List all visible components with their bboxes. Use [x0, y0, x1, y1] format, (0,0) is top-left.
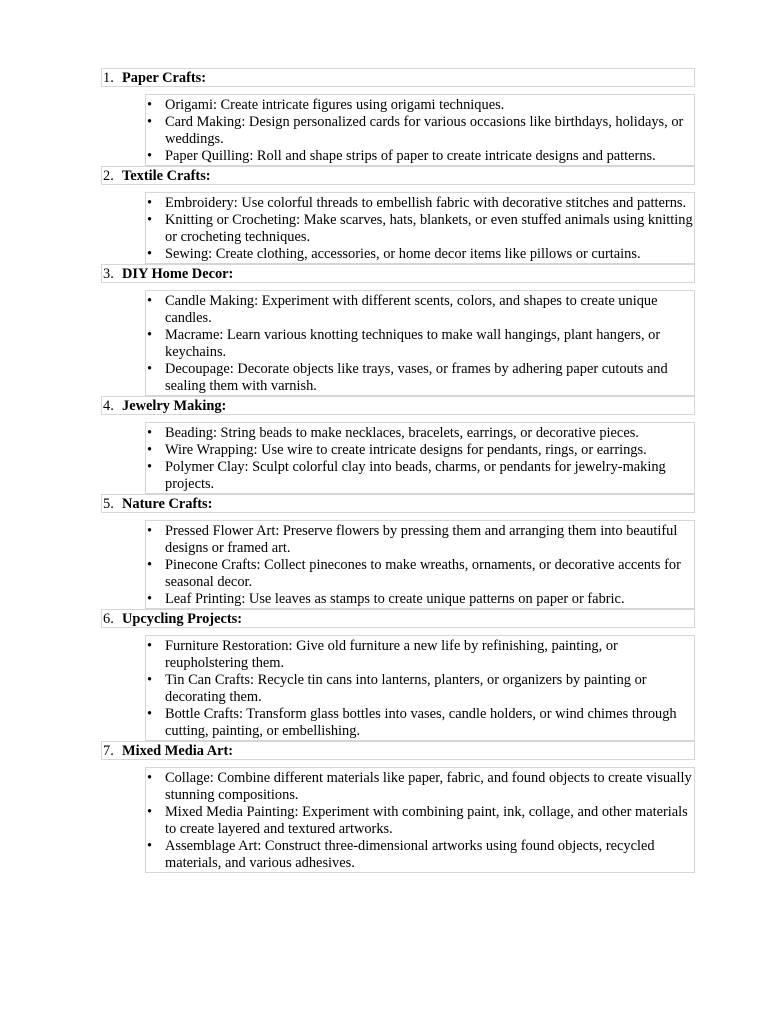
category-section [101, 741, 695, 873]
list-item [146, 638, 694, 672]
list-item [146, 804, 694, 838]
bullet-list [146, 638, 694, 740]
bullet-icon: • [147, 114, 153, 130]
category-number: 7. [103, 743, 114, 759]
list-item [146, 591, 694, 608]
list-item-text: Decoupage: Decorate objects like trays, vases, or frames by adhering paper cutouts and sealing them with varnish. [165, 361, 668, 394]
list-item [146, 706, 694, 740]
category-items-box [145, 767, 695, 873]
category-items-box [145, 422, 695, 494]
bullet-icon: • [147, 557, 153, 573]
bullet-list [146, 425, 694, 493]
bullet-list [146, 97, 694, 165]
category-title: Nature Crafts: [122, 496, 213, 512]
category-heading [101, 609, 695, 628]
list-item-text: Paper Quilling: Roll and shape strips of paper to create intricate designs and patterns. [165, 148, 656, 164]
list-item-text: Pinecone Crafts: Collect pinecones to make wreaths, ornaments, or decorative accents for seasonal decor. [165, 557, 681, 590]
bullet-icon: • [147, 246, 153, 262]
bullet-icon: • [147, 97, 153, 113]
category-number: 4. [103, 398, 114, 414]
list-item-text: Assemblage Art: Construct three-dimensional artworks using found objects, recycled materials, and various adhesives. [165, 838, 655, 871]
list-item-text: Embroidery: Use colorful threads to embellish fabric with decorative stitches and patterns. [165, 195, 687, 211]
category-number: 5. [103, 496, 114, 512]
list-item-text: Sewing: Create clothing, accessories, or home decor items like pillows or curtains. [165, 246, 641, 262]
category-items-box [145, 635, 695, 741]
category-number: 1. [103, 70, 114, 86]
list-item-text: Card Making: Design personalized cards for various occasions like birthdays, holidays, or weddings. [165, 114, 684, 147]
bullet-icon: • [147, 523, 153, 539]
list-item-text: Pressed Flower Art: Preserve flowers by pressing them and arranging them into beautiful designs or framed art. [165, 523, 678, 556]
list-item [146, 246, 694, 263]
list-item [146, 195, 694, 212]
list-item [146, 672, 694, 706]
list-item [146, 148, 694, 165]
list-item [146, 293, 694, 327]
category-section [101, 68, 695, 166]
category-items-box [145, 520, 695, 609]
bullet-list [146, 293, 694, 395]
category-title: Upcycling Projects: [122, 611, 243, 627]
list-item [146, 770, 694, 804]
category-heading [101, 741, 695, 760]
bullet-icon: • [147, 361, 153, 377]
list-item [146, 442, 694, 459]
category-title: DIY Home Decor: [122, 266, 234, 282]
category-title: Paper Crafts: [122, 70, 207, 86]
list-item [146, 212, 694, 246]
craft-categories-list [101, 68, 695, 873]
list-item [146, 838, 694, 872]
category-title: Jewelry Making: [122, 398, 227, 414]
category-title: Textile Crafts: [122, 168, 211, 184]
bullet-icon: • [147, 638, 153, 654]
bullet-icon: • [147, 804, 153, 820]
list-item-text: Tin Can Crafts: Recycle tin cans into lanterns, planters, or organizers by painting or decorating them. [165, 672, 647, 705]
list-item-text: Knitting or Crocheting: Make scarves, hats, blankets, or even stuffed animals using knitting or crocheting techniques. [165, 212, 693, 245]
category-items-box [145, 290, 695, 396]
category-title: Mixed Media Art: [122, 743, 234, 759]
category-heading [101, 494, 695, 513]
list-item [146, 114, 694, 148]
bullet-icon: • [147, 195, 153, 211]
list-item-text: Collage: Combine different materials like paper, fabric, and found objects to create visually stunning compositions. [165, 770, 692, 803]
bullet-icon: • [147, 459, 153, 475]
bullet-icon: • [147, 442, 153, 458]
category-number: 3. [103, 266, 114, 282]
list-item-text: Beading: String beads to make necklaces, bracelets, earrings, or decorative pieces. [165, 425, 639, 441]
category-section [101, 264, 695, 396]
list-item [146, 97, 694, 114]
bullet-icon: • [147, 293, 153, 309]
list-item [146, 523, 694, 557]
bullet-icon: • [147, 706, 153, 722]
list-item-text: Mixed Media Painting: Experiment with combining paint, ink, collage, and other materials to create layered and textured artworks. [165, 804, 688, 837]
category-number: 6. [103, 611, 114, 627]
bullet-icon: • [147, 591, 153, 607]
category-section [101, 396, 695, 494]
list-item [146, 361, 694, 395]
category-number: 2. [103, 168, 114, 184]
bullet-icon: • [147, 838, 153, 854]
category-section [101, 166, 695, 264]
list-item-text: Leaf Printing: Use leaves as stamps to create unique patterns on paper or fabric. [165, 591, 625, 607]
list-item-text: Polymer Clay: Sculpt colorful clay into beads, charms, or pendants for jewelry-making projects. [165, 459, 666, 492]
category-items-box [145, 94, 695, 166]
list-item [146, 425, 694, 442]
bullet-icon: • [147, 148, 153, 164]
category-heading [101, 264, 695, 283]
bullet-icon: • [147, 425, 153, 441]
category-items-box [145, 192, 695, 264]
category-heading [101, 166, 695, 185]
list-item [146, 557, 694, 591]
list-item-text: Candle Making: Experiment with different scents, colors, and shapes to create unique candles. [165, 293, 658, 326]
bullet-icon: • [147, 212, 153, 228]
list-item [146, 327, 694, 361]
bullet-list [146, 523, 694, 608]
category-heading [101, 68, 695, 87]
category-heading [101, 396, 695, 415]
list-item-text: Bottle Crafts: Transform glass bottles into vases, candle holders, or wind chimes through cutting, painting, or embellishing. [165, 706, 677, 739]
category-section [101, 609, 695, 741]
bullet-icon: • [147, 327, 153, 343]
list-item-text: Origami: Create intricate figures using origami techniques. [165, 97, 505, 113]
list-item-text: Furniture Restoration: Give old furniture a new life by refinishing, painting, or reupholstering them. [165, 638, 618, 671]
bullet-list [146, 770, 694, 872]
list-item [146, 459, 694, 493]
category-section [101, 494, 695, 609]
bullet-icon: • [147, 672, 153, 688]
bullet-icon: • [147, 770, 153, 786]
list-item-text: Wire Wrapping: Use wire to create intricate designs for pendants, rings, or earrings. [165, 442, 647, 458]
list-item-text: Macrame: Learn various knotting techniques to make wall hangings, plant hangers, or keychains. [165, 327, 661, 360]
bullet-list [146, 195, 694, 263]
